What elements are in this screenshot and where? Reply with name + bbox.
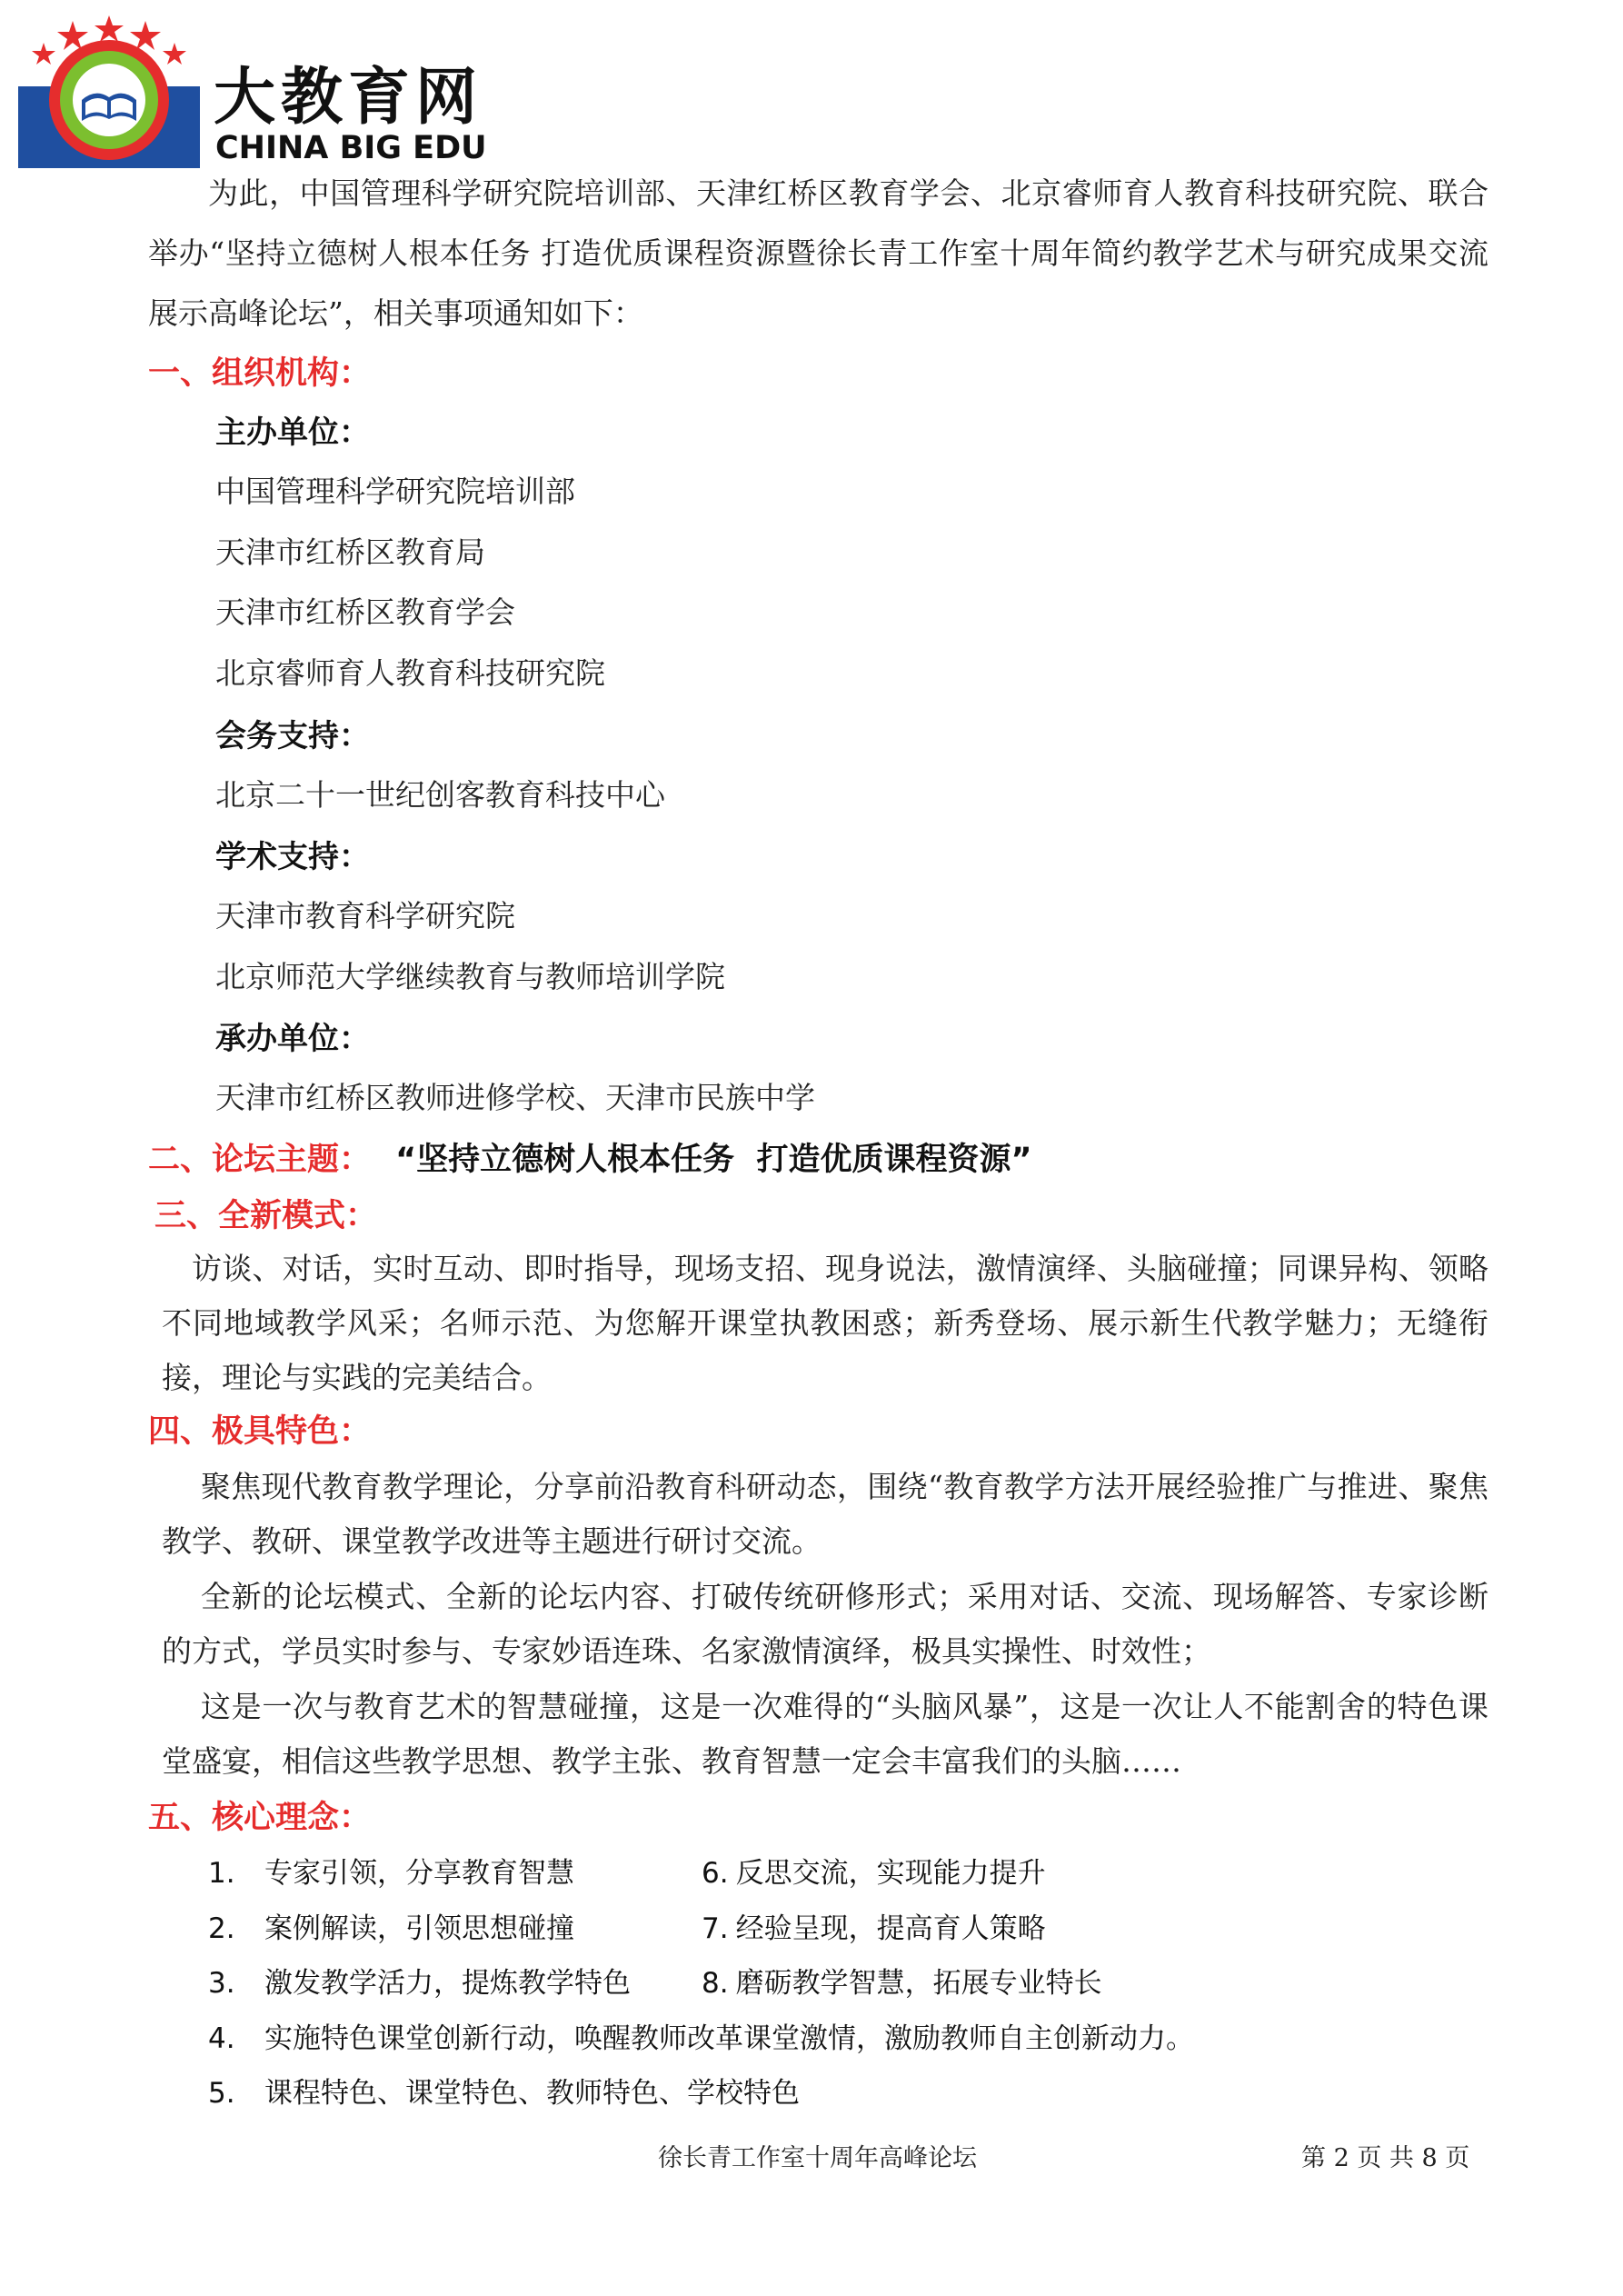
section-heading-theme: 二、论坛主题： — [148, 1142, 372, 1178]
conference-support-label: 会务支持： — [215, 718, 370, 754]
features-paragraph: 这是一次与教育艺术的智慧碰撞，这是一次难得的“头脑风暴”，这是一次让人不能割舍的特色课堂盛宴，相信这些教学思想、教学主张、教育智慧一定会丰富我们的头脑…… — [162, 1689, 1489, 1779]
organizer-item: 天津市红桥区教师进修学校、天津市民族中学 — [215, 1080, 815, 1115]
core-idea-item: 5. 课程特色、课堂特色、教师特色、学校特色 — [208, 2077, 800, 2110]
section-heading-mode: 三、全新模式： — [154, 1198, 378, 1234]
conference-support-item: 北京二十一世纪创客教育科技中心 — [215, 777, 665, 813]
host-item: 天津市红桥区教育学会 — [215, 594, 515, 630]
page-number: 第 2 页 共 8 页 — [1301, 2144, 1470, 2172]
host-item: 中国管理科学研究院培训部 — [215, 474, 575, 509]
logo-title: 大教育网 — [214, 62, 483, 134]
section-heading-core-ideas: 五、核心理念： — [148, 1800, 372, 1836]
organizer-label: 承办单位： — [215, 1021, 370, 1057]
core-idea-item: 1. 专家引领，分享教育智慧 — [208, 1857, 574, 1890]
intro-paragraph: 为此，中国管理科学研究院培训部、天津红桥区教育学会、北京睿师育人教育科技研究院、联合举办“坚持立德树人根本任务 打造优质课程资源暨徐长青工作室十周年简约教学艺术与研究成果交流展示高峰论坛”，相关事项通知如下： — [148, 175, 1489, 331]
logo-subtitle: CHINA BIG EDU — [215, 130, 487, 166]
core-idea-item: 2. 案例解读，引领思想碰撞 — [208, 1912, 574, 1945]
logo-emblem — [18, 14, 200, 168]
host-item: 天津市红桥区教育局 — [215, 534, 485, 570]
host-label: 主办单位： — [215, 414, 370, 451]
core-idea-item: 6. 反思交流，实现能力提升 — [702, 1857, 1046, 1890]
section-heading-features: 四、极具特色： — [148, 1413, 372, 1450]
features-paragraph: 聚焦现代教育教学理论，分享前沿教育科研动态，围绕“教育教学方法开展经验推广与推进、聚焦教学、教研、课堂教学改进等主题进行研讨交流。 — [162, 1469, 1489, 1559]
academic-support-item: 天津市教育科学研究院 — [215, 898, 515, 933]
site-logo — [18, 14, 491, 168]
forum-theme-row — [148, 1134, 1032, 1180]
footer-title: 徐长青工作室十周年高峰论坛 — [658, 2144, 977, 2172]
book-icon — [82, 94, 136, 121]
academic-support-label: 学术支持： — [215, 839, 370, 875]
core-idea-item: 7. 经验呈现，提高育人策略 — [702, 1912, 1046, 1945]
features-paragraph: 全新的论坛模式、全新的论坛内容、打破传统研修形式；采用对话、交流、现场解答、专家诊断的方式，学员实时参与、专家妙语连珠、名家激情演绎，极具实操性、时效性； — [162, 1579, 1489, 1669]
academic-support-item: 北京师范大学继续教育与教师培训学院 — [215, 959, 725, 994]
core-idea-item: 8. 磨砺教学智慧，拓展专业特长 — [702, 1967, 1102, 2000]
mode-paragraph: 访谈、对话，实时互动、即时指导，现场支招、现身说法，激情演绎、头脑碰撞；同课异构、领略不同地域教学风采；名师示范、为您解开课堂执教困惑；新秀登场、展示新生代教学魅力；无缝衔接，理论与实践的完美结合。 — [162, 1251, 1489, 1395]
host-item: 北京睿师育人教育科技研究院 — [215, 655, 605, 691]
forum-theme: “坚持立德树人根本任务 打造优质课程资源” — [395, 1142, 1032, 1178]
core-idea-item: 3. 激发教学活力，提炼教学特色 — [208, 1967, 631, 2000]
section-heading-organization: 一、组织机构： — [148, 355, 372, 392]
core-idea-item: 4. 实施特色课堂创新行动，唤醒教师改革课堂激情，激励教师自主创新动力。 — [208, 2022, 1194, 2055]
